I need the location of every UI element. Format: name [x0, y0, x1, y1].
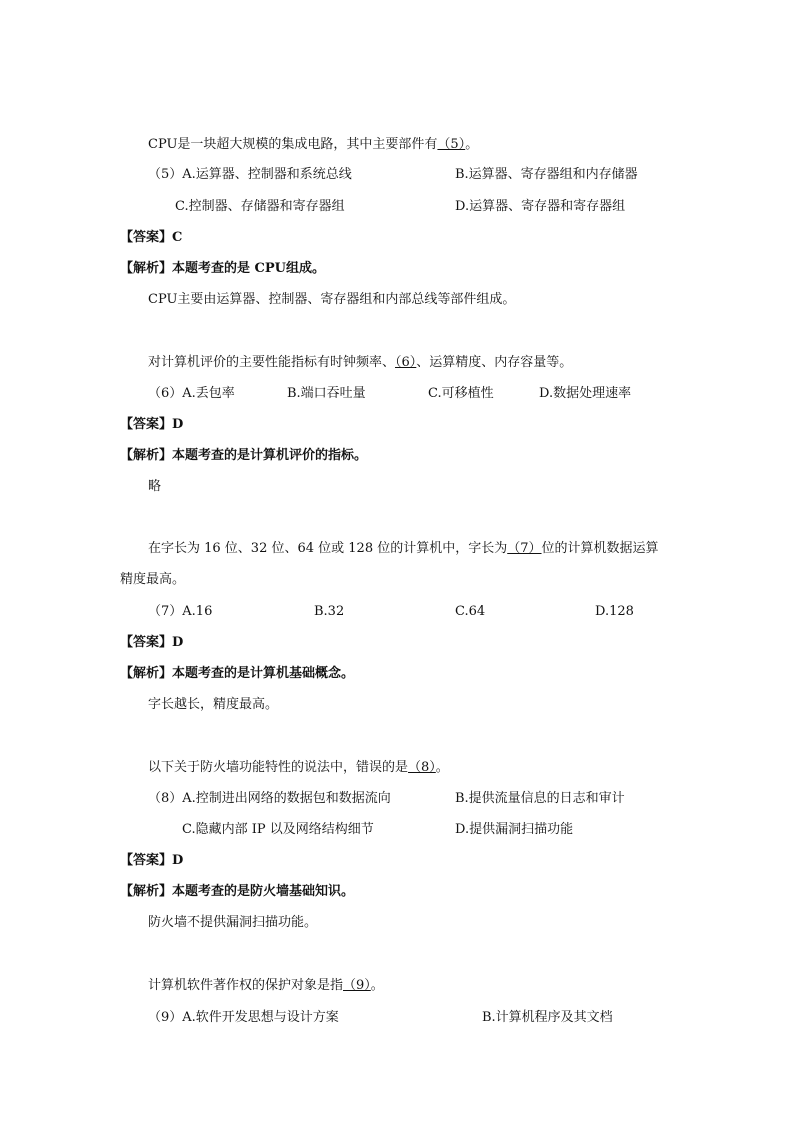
analysis-label: 【解析】 — [120, 666, 173, 681]
q8-analysis — [120, 883, 354, 901]
q9-stem — [148, 977, 384, 995]
analysis-title: 本题考查的是计算机基础概念。 — [172, 666, 355, 681]
answer-label: 【答案】 — [120, 635, 173, 650]
q9-option-a: （9）A.软件开发思想与设计方案 — [148, 1010, 339, 1025]
q9-option-b: B.计算机程序及其文档 — [482, 1010, 613, 1025]
q8-stem-end: 。 — [435, 760, 449, 775]
q5-option-c: C.控制器、存储器和寄存器组 — [175, 199, 345, 214]
q7-analysis-text: 字长越长，精度最高。 — [148, 697, 279, 712]
q5-option-a: （5）A.运算器、控制器和系统总线 — [148, 167, 352, 182]
analysis-label: 【解析】 — [120, 448, 173, 463]
q7-stem — [148, 540, 659, 558]
q6-stem-end: 、运算精度、内存容量等。 — [416, 355, 573, 370]
q7-analysis — [120, 665, 354, 683]
q9-stem-end: 。 — [370, 978, 384, 993]
analysis-label: 【解析】 — [120, 884, 173, 899]
q7-stem-line2: 精度最高。 — [120, 572, 186, 587]
analysis-title: 本题考查的是 CPU组成。 — [172, 261, 326, 276]
q6-analysis — [120, 447, 367, 465]
q7-option-a: （7）A.16 — [148, 604, 213, 619]
q6-stem — [148, 354, 572, 372]
q7-answer — [120, 634, 183, 652]
q9-stem-text: 计算机软件著作权的保护对象是指 — [148, 978, 344, 993]
q5-answer — [120, 229, 182, 247]
q6-stem-text: 对计算机评价的主要性能指标有时钟频率、 — [148, 355, 396, 370]
q5-analysis-text: CPU主要由运算器、控制器、寄存器组和内部总线等部件组成。 — [148, 292, 516, 307]
analysis-label: 【解析】 — [120, 261, 173, 276]
analysis-title: 本题考查的是计算机评价的指标。 — [172, 448, 368, 463]
q7-option-b: B.32 — [314, 604, 345, 619]
q8-option-a: （8）A.控制进出网络的数据包和数据流向 — [148, 791, 391, 806]
q8-stem-text: 以下关于防火墙功能特性的说法中，错误的是 — [148, 760, 409, 775]
q5-stem — [148, 136, 478, 154]
q8-analysis-text: 防火墙不提供漏洞扫描功能。 — [148, 915, 318, 930]
q5-option-b: B.运算器、寄存器组和内存储器 — [455, 167, 638, 182]
q6-option-b: B.端口吞吐量 — [287, 386, 366, 401]
q7-option-d: D.128 — [595, 604, 634, 619]
q6-option-c: C.可移植性 — [428, 386, 494, 401]
q8-blank: （8） — [408, 760, 436, 775]
q6-analysis-text: 略 — [148, 479, 162, 494]
q8-option-b: B.提供流量信息的日志和审计 — [455, 791, 625, 806]
q8-stem — [148, 759, 449, 777]
q5-analysis — [120, 260, 325, 278]
answer-label: 【答案】 — [120, 853, 173, 868]
q6-option-d: D.数据处理速率 — [539, 386, 632, 401]
q6-answer — [120, 416, 183, 434]
q9-blank: （9） — [343, 978, 371, 993]
answer-value: D — [172, 417, 184, 432]
answer-value: D — [172, 635, 184, 650]
q5-blank: （5） — [437, 137, 466, 152]
q6-blank: （6） — [395, 355, 417, 370]
answer-label: 【答案】 — [120, 417, 173, 432]
answer-value: D — [172, 853, 184, 868]
analysis-title: 本题考查的是防火墙基础知识。 — [172, 884, 355, 899]
q5-option-d: D.运算器、寄存器和寄存器组 — [455, 199, 626, 214]
q5-stem-text: CPU是一块超大规模的集成电路，其中主要部件有 — [148, 137, 438, 152]
q8-option-c: C.隐藏内部 IP 以及网络结构细节 — [182, 822, 374, 837]
q8-answer — [120, 852, 183, 870]
q7-stem-end: 位的计算机数据运算 — [541, 541, 659, 556]
q7-blank: （7） — [507, 541, 542, 556]
answer-value: C — [172, 230, 183, 245]
q8-option-d: D.提供漏洞扫描功能 — [455, 822, 574, 837]
answer-label: 【答案】 — [120, 230, 173, 245]
q6-option-a: （6）A.丢包率 — [148, 386, 235, 401]
q7-stem-text: 在字长为 16 位、32 位、64 位或 128 位的计算机中，字长为 — [148, 541, 508, 556]
q5-stem-end: 。 — [465, 137, 479, 152]
q7-option-c: C.64 — [455, 604, 486, 619]
